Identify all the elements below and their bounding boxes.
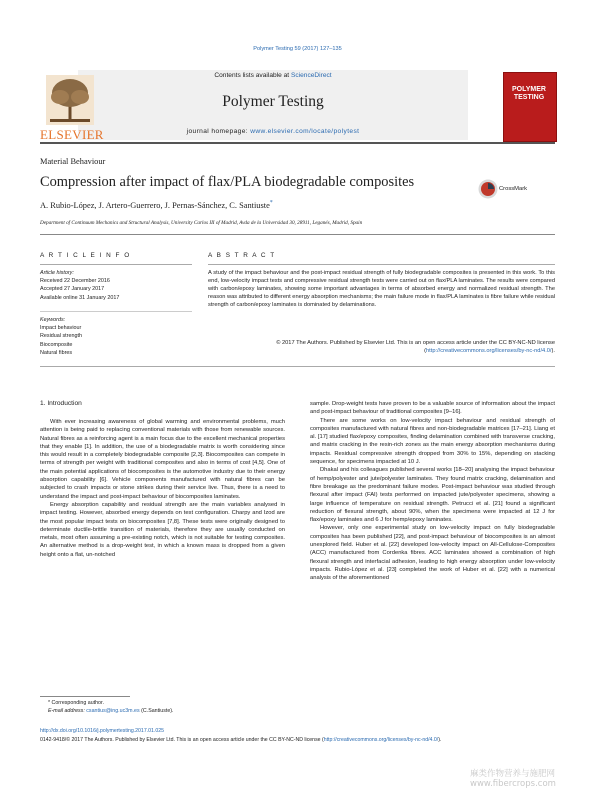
crossmark-icon[interactable] bbox=[478, 179, 498, 199]
paragraph: Energy absorption capability and residual strength are the main variables analysed in impact testing. However, absorbed energy depends on test configuration. Charpy and Izod are the most popular impact tests on biocomposites [7,8]. These tests were originally designed to determinate ductile-brittle transition of materials, therefore they are usually conducted on metals, most often assuming a pre-existing notch, which is not suitable for testing composites. An alternative method is a drop-weight test, in which a known mass is dropped from a given height onto a flat, un-notched bbox=[40, 501, 285, 558]
keyword: Residual strength bbox=[40, 333, 82, 340]
email-suffix: (C.Santiuste). bbox=[139, 707, 174, 714]
paragraph: sample. Drop-weight tests have proven to be a valuable source of information about the impact and post-impact behaviour of traditional composites [9–16]. bbox=[310, 401, 555, 416]
divider bbox=[40, 311, 192, 312]
journal-cover-title bbox=[505, 86, 553, 102]
elsevier-logo-text: ELSEVIER bbox=[40, 127, 104, 142]
affiliation: Department of Continuum Mechanics and Structural Analysis, University Carlos III of Madrid, Avda de la Universidad 30, 28911, Leganés, Madrid, Spain bbox=[40, 220, 363, 226]
section-heading-introduction: 1. Introduction bbox=[40, 400, 82, 407]
keywords-label: Keywords: bbox=[40, 317, 66, 323]
email-label: E-mail address: bbox=[48, 707, 87, 714]
received-date: Received 22 December 2016 bbox=[40, 278, 110, 285]
abstract-heading: A B S T R A C T bbox=[208, 252, 276, 259]
contents-prefix: Contents lists available at bbox=[214, 72, 291, 79]
journal-cover bbox=[503, 72, 557, 142]
body-column-right bbox=[310, 400, 555, 583]
corresponding-author-mark[interactable]: * bbox=[269, 200, 273, 206]
history-label: Article history: bbox=[40, 270, 74, 276]
homepage-prefix: journal homepage: bbox=[186, 128, 251, 135]
cover-title-line2: TESTING bbox=[513, 94, 545, 101]
license-link[interactable]: http://creativecommons.org/licenses/by-nc-nd/4.0/ bbox=[426, 348, 552, 355]
homepage-link[interactable]: www.elsevier.com/locate/polytest bbox=[250, 128, 360, 135]
authors-text: A. Rubio-López, J. Artero-Guerrero, J. Pernas-Sánchez, C. Santiuste bbox=[40, 200, 270, 210]
copyright-suffix: ). bbox=[551, 348, 555, 355]
contents-line bbox=[78, 72, 468, 79]
paragraph: With ever increasing awareness of global warming and environmental problems, much attention is being paid to replacing conventional materials with those from renewable sources. Natural fibres as a reinforcing agent is a main focus due to the excellent mechanical properties that they enable [1]. In addition, the use of a biodegradable matrix is worth considering since this would result in a completely biodegradable composite [2,3]. Biocomposites can compete in terms of strength per weight with traditional composites and also in terms of cost [4,5]. One of the main potential applications of biocomposites is the automotive industry due to their energy absorption capability [6]. Vehicle components manufactured with natural fibres can be subjected to crash impacts or stone strikes during their service live. Thus, there is a need to understand the impact and post-impact behaviour of biocomposites laminates. bbox=[40, 419, 285, 500]
email-link[interactable]: csantius@ing.uc3m.es bbox=[86, 707, 140, 714]
cover-title-line1: POLYMER bbox=[512, 86, 546, 93]
keywords-block bbox=[40, 316, 192, 357]
sciencedirect-link[interactable]: ScienceDirect bbox=[290, 72, 332, 79]
keyword: Impact behaviour bbox=[40, 325, 82, 332]
copyright-prefix: © 2017 The Authors. Published by Elsevier Ltd. This is an open access article under the CC BY-NC-ND license ( bbox=[276, 340, 555, 355]
paragraph: There are some works on low-velocity impact behaviour and residual strength of composites manufactured with natural fibres and non-biodegradable matrices [17–21]. Liang et al. [17] studied flax/epoxy composites, finding delamination combined with transverse cracking, and matrix cracking in the resin-rich zones as the main energy absorption mechanisms during impacts. Residual compressive strength dropped from 30% to 15%, depending on stacking sequence, for specimens impacted at 10 J. bbox=[310, 417, 555, 466]
footnote bbox=[48, 700, 278, 715]
issn-prefix: 0142-9418/© 2017 The Authors. Published by Elsevier Ltd. This is an open access article under the CC BY-NC-ND license ( bbox=[40, 737, 324, 743]
corresponding-author-note: * Corresponding author. bbox=[48, 700, 104, 706]
issn-suffix: ). bbox=[438, 737, 442, 743]
journal-title: Polymer Testing bbox=[222, 93, 324, 110]
footer-license-link[interactable]: http://creativecommons.org/licenses/by-nc-nd/4.0/ bbox=[323, 737, 439, 743]
article-history bbox=[40, 269, 192, 302]
paragraph: Dhakal and his colleagues published several works [18–20] analysing the impact behaviour of hemp/polyester and jute/polyester laminates. They found matrix cracking, delamination and fibre breakage as the predominant failure modes. Post-impact behaviour was studied through flexural after impact (FAI) tests performed on impacted jute/polyester specimens, showing a large influence of temperature on residual strength. Petrucci et al. [21] found a significant reduction of flexural strength, about 90%, when the specimens were impacted at 12 J for flax/epoxy laminates and 6 J for hemp/epoxy laminates. bbox=[310, 467, 555, 524]
divider bbox=[208, 264, 555, 265]
author-list bbox=[40, 200, 273, 210]
header-divider bbox=[40, 142, 555, 144]
online-date: Available online 31 January 2017 bbox=[40, 294, 120, 301]
issn-line bbox=[40, 737, 560, 743]
journal-reference: Polymer Testing 59 (2017) 127–135 bbox=[253, 46, 342, 52]
abstract-copyright bbox=[208, 339, 555, 355]
article-title: Compression after impact of flax/PLA biodegradable composites bbox=[40, 174, 415, 190]
divider bbox=[40, 264, 192, 265]
abstract-text: A study of the impact behaviour and the post-impact residual strength of fully biodegradable composites is presented in this work. To this end, low-velocity impact tests and compressive residual strength tests were carried out on flax/PLA laminates. The results were compared with carbon/epoxy laminates, showing some important advantages in terms of absorbed energy and normalized residual strength. The reason was attributed to different energy absorption mechanisms; the main failure mode in flax/PLA laminates is fibre failure while residual strength of carbon/epoxy laminates is dominated by delaminations. bbox=[208, 270, 556, 309]
keyword: Biocomposite bbox=[40, 341, 73, 348]
accepted-date: Accepted 27 January 2017 bbox=[40, 286, 105, 293]
paragraph: However, only one experimental study on low-velocity impact on fully biodegradable composites has been published [22], and post-impact behaviour of biocomposites is an almost unexplored field. Huber et al. [22] developed low-velocity impact on All-Cellulose-Composites (ACC) manufactured from Cordenka fibres. ACC laminates showed a combination of high flexural strength and interfacial adhesion, leading to high energy absorption under low-velocity impacts. Rubio-López et al. [23] completed the work of Huber et al. [22] with a numerical analysis of the aforementioned bbox=[310, 525, 555, 582]
homepage-line bbox=[78, 128, 468, 135]
divider bbox=[40, 366, 555, 367]
doi-link[interactable]: http://dx.doi.org/10.1016/j.polymertesting.2017.01.025 bbox=[40, 728, 165, 734]
keyword: Natural fibres bbox=[40, 349, 73, 356]
footnote-divider bbox=[40, 696, 130, 697]
divider bbox=[40, 234, 555, 235]
section-label: Material Behaviour bbox=[40, 157, 106, 166]
crossmark-label[interactable]: CrossMark bbox=[499, 186, 528, 192]
body-column-left bbox=[40, 418, 285, 559]
watermark: 麻类作物营养与施肥网 www.fibercrops.com bbox=[470, 769, 556, 789]
email-line bbox=[48, 708, 278, 716]
article-info-heading: A R T I C L E I N F O bbox=[40, 252, 131, 259]
